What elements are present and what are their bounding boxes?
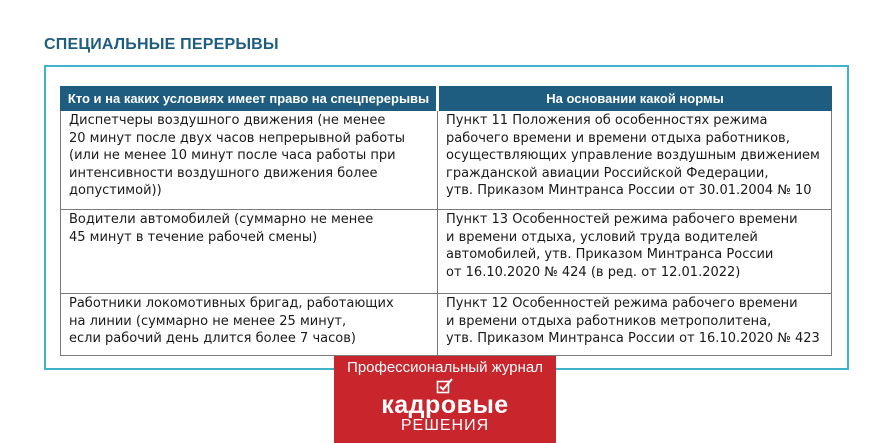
cell-basis: Пункт 12 Особенностей режима рабочего времени и времени отдыха работников метрополитена, утв. Приказом Минтранса России от 16.10.2020 № 423 [438,294,832,356]
cell-basis: Пункт 13 Особенностей режима рабочего времени и времени отдыха, условий труда водителей автомобилей, утв. Приказом Минтранса России от 16.10.2020 № 424 (в ред. от 12.01.2022) [438,210,832,294]
table-row [61,111,832,210]
header-who: Кто и на каких условиях имеет право на спецперерывы [61,87,438,111]
special-breaks-table [60,86,832,356]
logo-line-journal: Профессиональный журнал [347,359,543,376]
cell-who: Водители автомобилей (суммарно не менее 45 минут в течение рабочей смены) [61,210,438,294]
table-header-row [61,87,832,111]
logo-line-resheniya: РЕШЕНИЯ [400,417,490,434]
cell-who: Диспетчеры воздушного движения (не менее 20 минут после двух часов непрерывной работы (или не менее 10 минут после часа работы при интенсивности воздушного движения более допустимой)) [61,111,438,210]
cell-basis: Пункт 11 Положения об особенностях режима рабочего времени и времени отдыха работников, осуществляющих управление воздушным движением гражданской авиации Российской Федерации, утв. Приказом Минтранса России от 30.01.2004 № 10 [438,111,832,210]
journal-logo [334,356,556,443]
table-row [61,294,832,356]
logo-line-kadrovye: кадровые [381,391,509,419]
cell-who: Работники локомотивных бригад, работающих на линии (суммарно не менее 25 минут, если рабочий день длится более 7 часов) [61,294,438,356]
section-title: СПЕЦИАЛЬНЫЕ ПЕРЕРЫВЫ [44,36,279,53]
table-row [61,210,832,294]
header-basis: На основании какой нормы [438,87,832,111]
